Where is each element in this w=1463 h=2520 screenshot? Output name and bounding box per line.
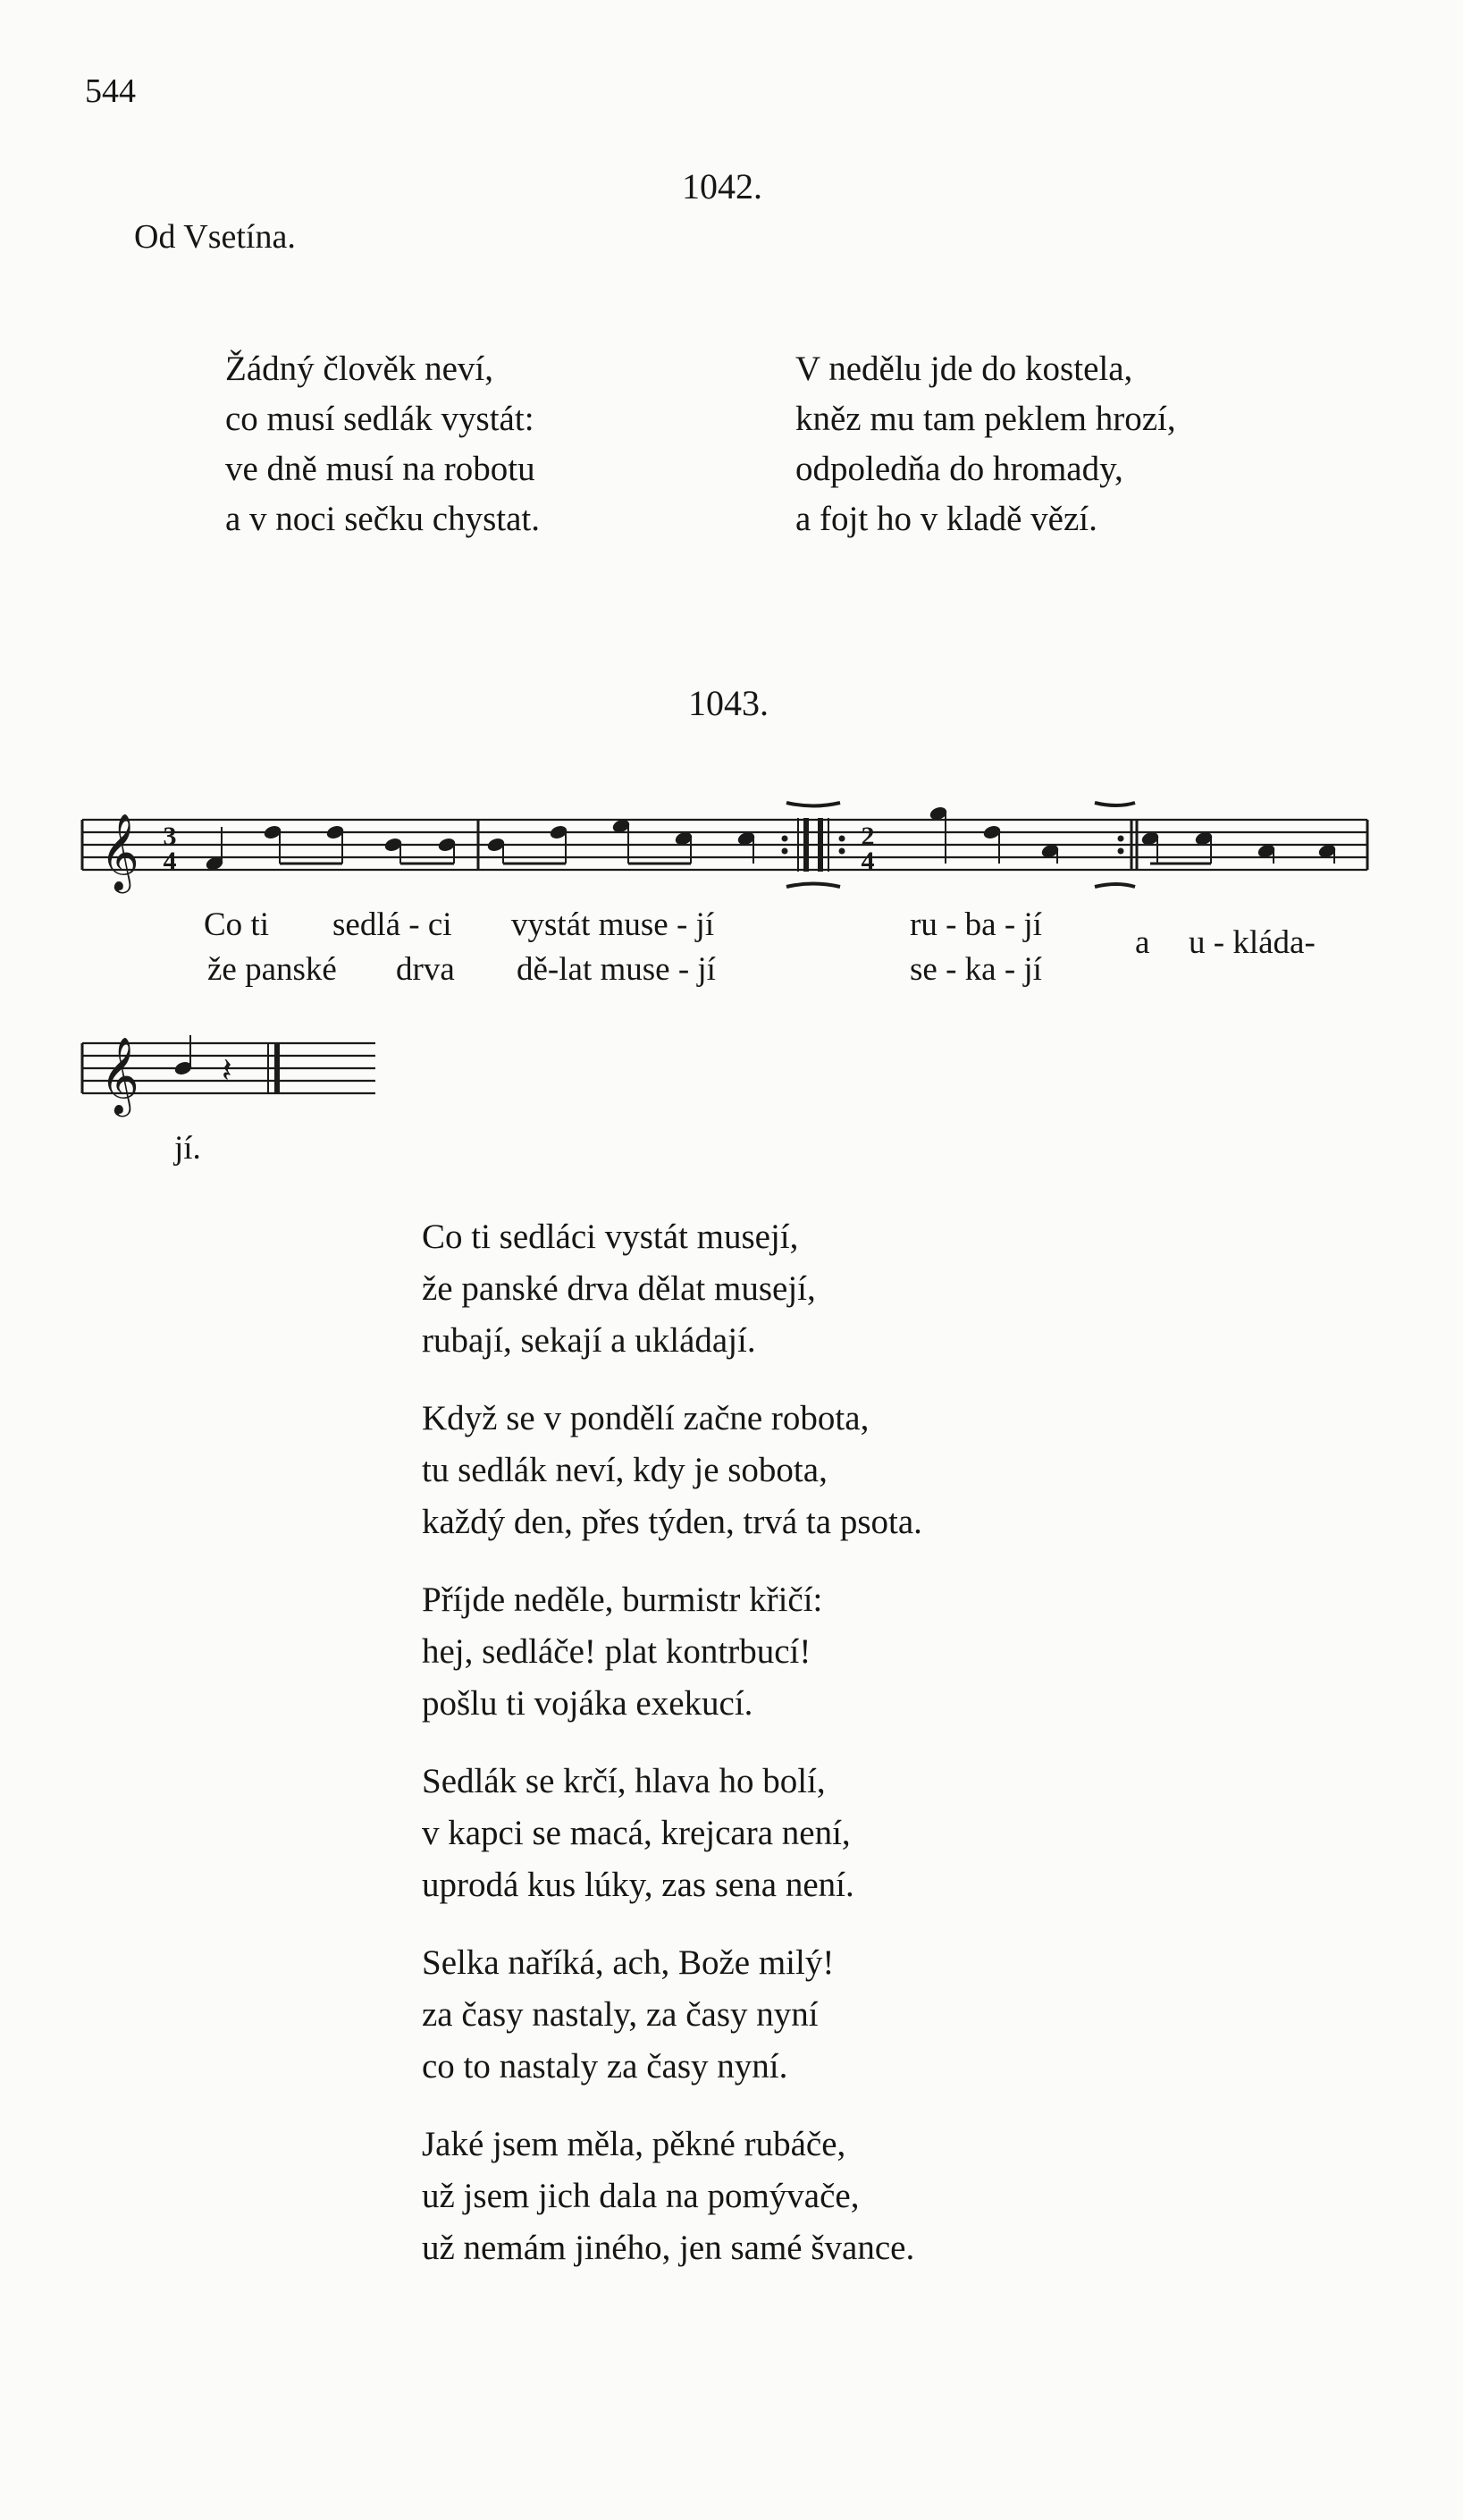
- stanza: [422, 1937, 834, 2093]
- song-origin: Od Vsetína.: [134, 218, 296, 256]
- lyric-syllable: drva: [396, 951, 455, 988]
- verse-line: Příjde neděle, burmistr křičí:: [422, 1580, 823, 1619]
- lyric-syllable: sedlá - ci: [332, 906, 452, 943]
- verse-line: Selka naříká, ach, Bože milý!: [422, 1943, 835, 1982]
- verse-line: v kapci se macá, krejcara není,: [422, 1814, 851, 1852]
- lyric-syllable: u - kláda-: [1189, 924, 1316, 961]
- lyric-syllable: jí.: [174, 1130, 201, 1167]
- stanza: [422, 1574, 822, 1730]
- svg-text:2: 2: [861, 822, 875, 851]
- stanza: [422, 1393, 922, 1548]
- treble-clef-icon: 𝄞: [100, 1037, 139, 1114]
- verse-line: co to nastaly za časy nyní.: [422, 2047, 788, 2086]
- lyric-syllable: vystát muse - jí: [511, 906, 715, 943]
- verse-line: za časy nastaly, za časy nyní: [422, 1995, 819, 2034]
- verse-line: a fojt ho v kladě vězí.: [795, 500, 1097, 538]
- verse-line: že panské drva dělat musejí,: [422, 1269, 816, 1308]
- svg-text:4: 4: [861, 847, 875, 876]
- verse-line: pošlu ti vojáka exekucí.: [422, 1684, 753, 1723]
- verse-line: V nedělu jde do kostela,: [795, 350, 1133, 388]
- song-number-1042: 1042.: [682, 166, 762, 206]
- verse-line: uprodá kus lúky, zas sena není.: [422, 1866, 854, 1904]
- stanza: [422, 1211, 816, 1367]
- lyric-syllable: ru - ba - jí: [910, 906, 1042, 943]
- verse-line: rubají, sekají a ukládají.: [422, 1321, 756, 1360]
- verse-line: už jsem jich dala na pomývače,: [422, 2177, 860, 2215]
- verse-line: Když se v pondělí začne robota,: [422, 1399, 870, 1437]
- stanza: [422, 1756, 854, 1911]
- lyric-syllable: že panské: [207, 951, 337, 988]
- verse-line: odpoledňa do hromady,: [795, 450, 1123, 488]
- verse-line: Žádný člověk neví,: [225, 350, 493, 388]
- verse-line: ve dně musí na robotu: [225, 450, 535, 488]
- svg-text:3: 3: [163, 822, 177, 851]
- verse-line: a v noci sečku chystat.: [225, 500, 540, 538]
- verse-line: Sedlák se krčí, hlava ho bolí,: [422, 1762, 826, 1800]
- svg-text:4: 4: [163, 847, 177, 876]
- page-number: 544: [85, 72, 136, 110]
- verse-line: Jaké jsem měla, pěkné rubáče,: [422, 2125, 846, 2163]
- quarter-rest-icon: 𝄽: [222, 1050, 232, 1090]
- verse-line: kněz mu tam peklem hrozí,: [795, 400, 1176, 438]
- verse-line: co musí sedlák vystát:: [225, 400, 534, 438]
- verse-line: tu sedlák neví, kdy je sobota,: [422, 1451, 828, 1489]
- lyric-syllable: dě-lat muse - jí: [517, 951, 716, 988]
- verse-line: hej, sedláče! plat kontrbucí!: [422, 1632, 811, 1671]
- treble-clef-icon: 𝄞: [100, 813, 139, 890]
- verse-line: každý den, přes týden, trvá ta psota.: [422, 1503, 922, 1541]
- verse-line: Co ti sedláci vystát musejí,: [422, 1218, 799, 1256]
- lyric-syllable: a: [1135, 924, 1150, 961]
- stanza: [422, 2119, 914, 2274]
- lyric-syllable: se - ka - jí: [910, 951, 1042, 988]
- verse-line: už nemám jiného, jen samé švance.: [422, 2229, 915, 2267]
- song-number-1043: 1043.: [688, 683, 769, 723]
- lyric-syllable: Co ti: [204, 906, 269, 943]
